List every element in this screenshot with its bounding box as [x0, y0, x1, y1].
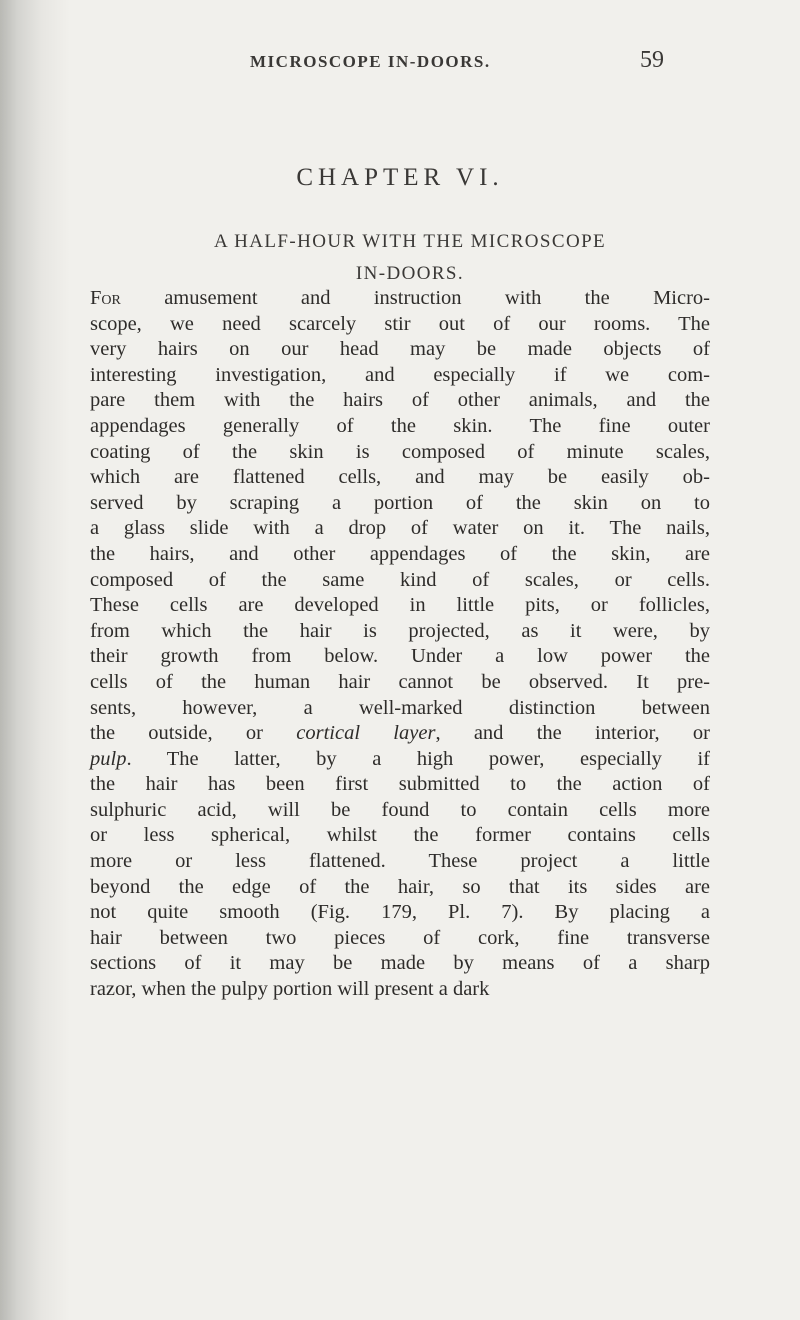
section-title-line: IN-DOORS. [355, 263, 465, 284]
text-line: razor, when the pulpy portion will present a dark [90, 978, 490, 1001]
text-line: or less spherical, whilst the former contains cells [90, 824, 710, 847]
text-line: pare them with the hairs of other animals, and the [90, 389, 710, 412]
text-line: sulphuric acid, will be found to contain cells more [90, 798, 710, 821]
italic-term: cortical layer [296, 722, 436, 745]
text-line: the hair has been first submitted to the action of [90, 773, 710, 796]
text-line: very hairs on our head may be made objects of [90, 338, 710, 361]
text-line: appendages generally of the skin. The fine outer [90, 414, 710, 437]
text-line: composed of the same kind of scales, or cells. [90, 568, 710, 591]
text-line: hair between two pieces of cork, fine transverse [90, 926, 710, 949]
text-line: scope, we need scarcely stir out of our rooms. The [90, 312, 710, 335]
page-number: 59 [640, 47, 664, 73]
text-line: interesting investigation, and especially if we com- [90, 363, 710, 386]
text-line: more or less flattened. These project a little [90, 850, 710, 873]
text-segment: , and the interior, or [435, 722, 710, 745]
text-line: not quite smooth (Fig. 179, Pl. 7). By placing a [90, 901, 710, 924]
text-line: cells of the human hair cannot be observed. It pre- [90, 670, 710, 693]
text-segment: . The latter, by a high power, especially if [126, 747, 710, 770]
text-line: a glass slide with a drop of water on it. The nails, [90, 517, 710, 540]
text-line: sections of it may be made by means of a sharp [90, 952, 710, 975]
text-line: the hairs, and other appendages of the skin, are [90, 542, 710, 565]
section-title-line: A HALF-HOUR WITH THE MICROSCOPE [213, 231, 607, 252]
text-line: beyond the edge of the hair, so that its sides are [90, 875, 710, 898]
italic-term: pulp [90, 747, 127, 770]
running-head: MICROSCOPE IN-DOORS. [250, 52, 491, 71]
text-line: served by scraping a portion of the skin on to [90, 491, 710, 514]
text-line: These cells are developed in little pits, or follicles, [90, 594, 710, 617]
text-line [90, 747, 710, 773]
text-line: from which the hair is projected, as it were, by [90, 619, 710, 642]
opening-word: For [90, 287, 121, 309]
section-title [90, 226, 730, 290]
chapter-title: CHAPTER VI. [296, 164, 504, 191]
text-line-rest: amusement and instruction with the Micro- [120, 287, 710, 309]
text-line [90, 721, 710, 747]
text-line: which are flattened cells, and may be easily ob- [90, 466, 710, 489]
text-line: coating of the skin is composed of minute scales, [90, 440, 710, 463]
text-line: their growth from below. Under a low power the [90, 645, 710, 668]
text-segment: the outside, or [90, 722, 297, 745]
text-line [90, 286, 710, 312]
body-paragraph [90, 286, 710, 1003]
text-line: sents, however, a well-marked distinction between [90, 696, 710, 719]
